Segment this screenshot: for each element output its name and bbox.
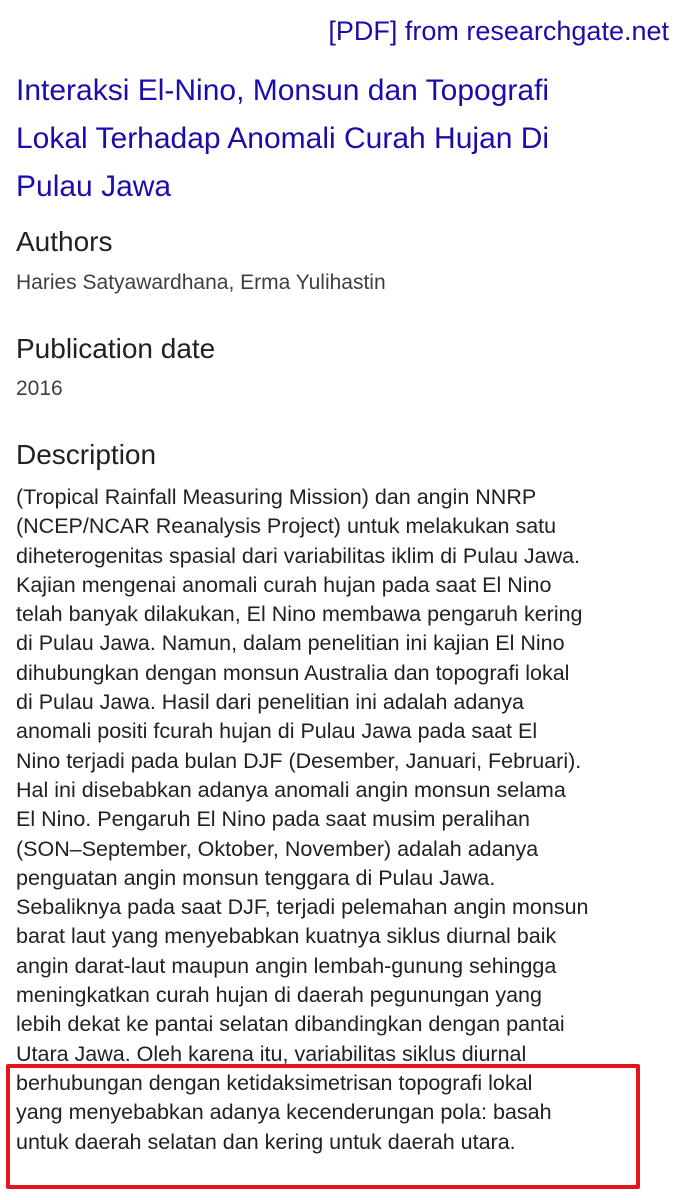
title-line-3: Pulau Jawa (16, 170, 172, 203)
description-line: Sebaliknya pada saat DJF, terjadi pelemahan angin monsun (16, 895, 589, 920)
description-line: penguatan angin monsun tenggara di Pulau Jawa. (16, 865, 496, 890)
description-heading: Description (16, 439, 157, 470)
description-line: (SON–September, Oktober, November) adalah adanya (16, 836, 539, 861)
description-line: di Pulau Jawa. Hasil dari penelitian ini adalah adanya (16, 690, 524, 715)
description-line: anomali positi fcurah hujan di Pulau Jawa pada saat El (16, 719, 538, 744)
description-line: angin darat-laut maupun angin lembah-gunung sehingga (16, 953, 557, 978)
description-line: untuk daerah selatan dan kering untuk daerah utara. (16, 1129, 516, 1154)
description-line: El Nino. Pengaruh El Nino pada saat musim peralihan (16, 807, 530, 832)
publication-date-heading: Publication date (16, 333, 216, 364)
title-line-2: Lokal Terhadap Anomali Curah Hujan Di (16, 122, 550, 155)
title-line-1: Interaksi El-Nino, Monsun dan Topografi (16, 74, 550, 107)
authors-value: Haries Satyawardhana, Erma Yulihastin (16, 271, 386, 294)
pdf-source-link[interactable]: [PDF] from researchgate.net (328, 16, 669, 46)
description-line: yang menyebabkan adanya kecenderungan pola: basah (16, 1100, 552, 1125)
description-line: Kajian mengenai anomali curah hujan pada saat El Nino (16, 572, 552, 597)
description-line: (NCEP/NCAR Reanalysis Project) untuk melakukan satu (16, 514, 557, 539)
description-line: diheterogenitas spasial dari variabilitas iklim di Pulau Jawa. (16, 543, 581, 568)
description-line: Utara Jawa. Oleh karena itu, variabilitas siklus diurnal (16, 1041, 527, 1066)
article-title-link[interactable] (16, 67, 656, 211)
description-text (16, 483, 676, 1157)
authors-heading: Authors (16, 226, 113, 257)
description-line: berhubungan dengan ketidaksimetrisan topografi lokal (16, 1070, 533, 1095)
description-line: barat laut yang menyebabkan kuatnya siklus diurnal baik (16, 924, 557, 949)
description-line: lebih dekat ke pantai selatan dibandingkan dengan pantai (16, 1012, 565, 1037)
description-line: meningkatkan curah hujan di daerah pegunungan yang (16, 983, 542, 1008)
description-line: (Tropical Rainfall Measuring Mission) dan angin NNRP (16, 485, 537, 509)
description-line: dihubungkan dengan monsun Australia dan topografi lokal (16, 660, 570, 685)
publication-date-value: 2016 (16, 377, 63, 400)
description-line: telah banyak dilakukan, El Nino membawa pengaruh kering (16, 602, 583, 627)
description-line: Hal ini disebabkan adanya anomali angin monsun selama (16, 777, 566, 802)
description-line: Nino terjadi pada bulan DJF (Desember, Januari, Februari). (16, 748, 582, 773)
description-line: di Pulau Jawa. Namun, dalam penelitian ini kajian El Nino (16, 631, 565, 656)
